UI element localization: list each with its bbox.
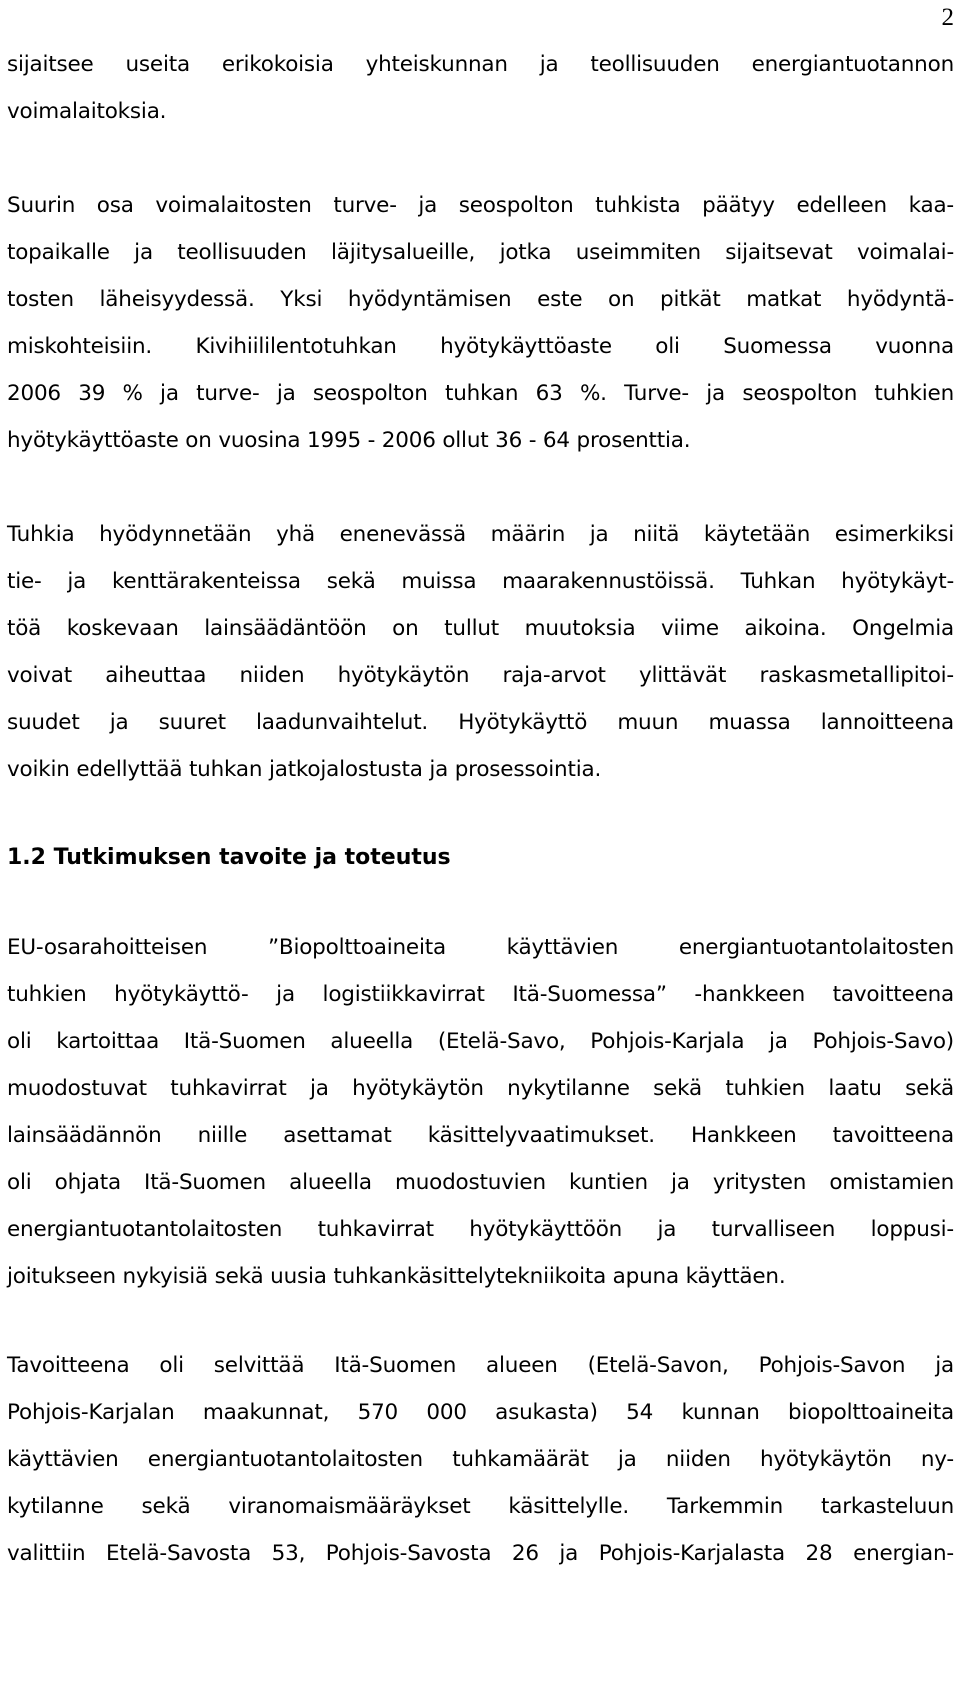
text-line: topaikalle ja teollisuuden läjitysalueille, jotka useimmiten sijaitsevat voimalai- <box>7 240 954 265</box>
text-line: joitukseen nykyisiä sekä uusia tuhkankäsittelytekniikoita apuna käyttäen. <box>7 1264 786 1289</box>
text-line: käyttävien energiantuotantolaitosten tuhkamäärät ja niiden hyötykäytön ny- <box>7 1447 954 1472</box>
text-line: tuhkien hyötykäyttö- ja logistiikkavirrat Itä-Suomessa” -hankkeen tavoitteena <box>7 982 954 1007</box>
text-line: lainsäädännön niille asettamat käsittelyvaatimukset. Hankkeen tavoitteena <box>7 1123 954 1148</box>
text-line: tosten läheisyydessä. Yksi hyödyntämisen este on pitkät matkat hyödyntä- <box>7 287 954 312</box>
text-line: miskohteisiin. Kivihiililentotuhkan hyötykäyttöaste oli Suomessa vuonna <box>7 334 954 359</box>
text-line: Tavoitteena oli selvittää Itä-Suomen alueen (Etelä-Savon, Pohjois-Savon ja <box>7 1353 954 1378</box>
text-line: kytilanne sekä viranomaismääräykset käsittelylle. Tarkemmin tarkasteluun <box>7 1494 954 1519</box>
text-line: tie- ja kenttärakenteissa sekä muissa maarakennustöissä. Tuhkan hyötykäyt- <box>7 569 954 594</box>
text-line: suudet ja suuret laadunvaihtelut. Hyötykäyttö muun muassa lannoitteena <box>7 710 954 735</box>
text-line: sijaitsee useita erikokoisia yhteiskunnan ja teollisuuden energiantuotannon <box>7 52 954 77</box>
text-line: Tuhkia hyödynnetään yhä enenevässä määrin ja niitä käytetään esimerkiksi <box>7 522 954 547</box>
text-line: Suurin osa voimalaitosten turve- ja seospolton tuhkista päätyy edelleen kaa- <box>7 193 954 218</box>
text-line: töä koskevaan lainsäädäntöön on tullut muutoksia viime aikoina. Ongelmia <box>7 616 954 641</box>
text-line: voikin edellyttää tuhkan jatkojalostusta ja prosessointia. <box>7 757 602 782</box>
text-line: EU-osarahoitteisen ”Biopolttoaineita käyttävien energiantuotantolaitosten <box>7 935 954 960</box>
page-number: 2 <box>941 4 954 31</box>
text-line: Pohjois-Karjalan maakunnat, 570 000 asukasta) 54 kunnan biopolttoaineita <box>7 1400 954 1425</box>
section-heading: 1.2 Tutkimuksen tavoite ja toteutus <box>7 845 451 870</box>
text-line: energiantuotantolaitosten tuhkavirrat hyötykäyttöön ja turvalliseen loppusi- <box>7 1217 954 1242</box>
text-line: oli kartoittaa Itä-Suomen alueella (Etelä-Savo, Pohjois-Karjala ja Pohjois-Savo) <box>7 1029 954 1054</box>
text-line: voimalaitoksia. <box>7 99 167 124</box>
text-line: oli ohjata Itä-Suomen alueella muodostuvien kuntien ja yritysten omistamien <box>7 1170 954 1195</box>
text-line: hyötykäyttöaste on vuosina 1995 - 2006 ollut 36 - 64 prosenttia. <box>7 428 691 453</box>
text-line: muodostuvat tuhkavirrat ja hyötykäytön nykytilanne sekä tuhkien laatu sekä <box>7 1076 954 1101</box>
text-line: 2006 39 % ja turve- ja seospolton tuhkan 63 %. Turve- ja seospolton tuhkien <box>7 381 954 406</box>
text-line: voivat aiheuttaa niiden hyötykäytön raja-arvot ylittävät raskasmetallipitoi- <box>7 663 954 688</box>
text-line: valittiin Etelä-Savosta 53, Pohjois-Savosta 26 ja Pohjois-Karjalasta 28 energian- <box>7 1541 954 1566</box>
